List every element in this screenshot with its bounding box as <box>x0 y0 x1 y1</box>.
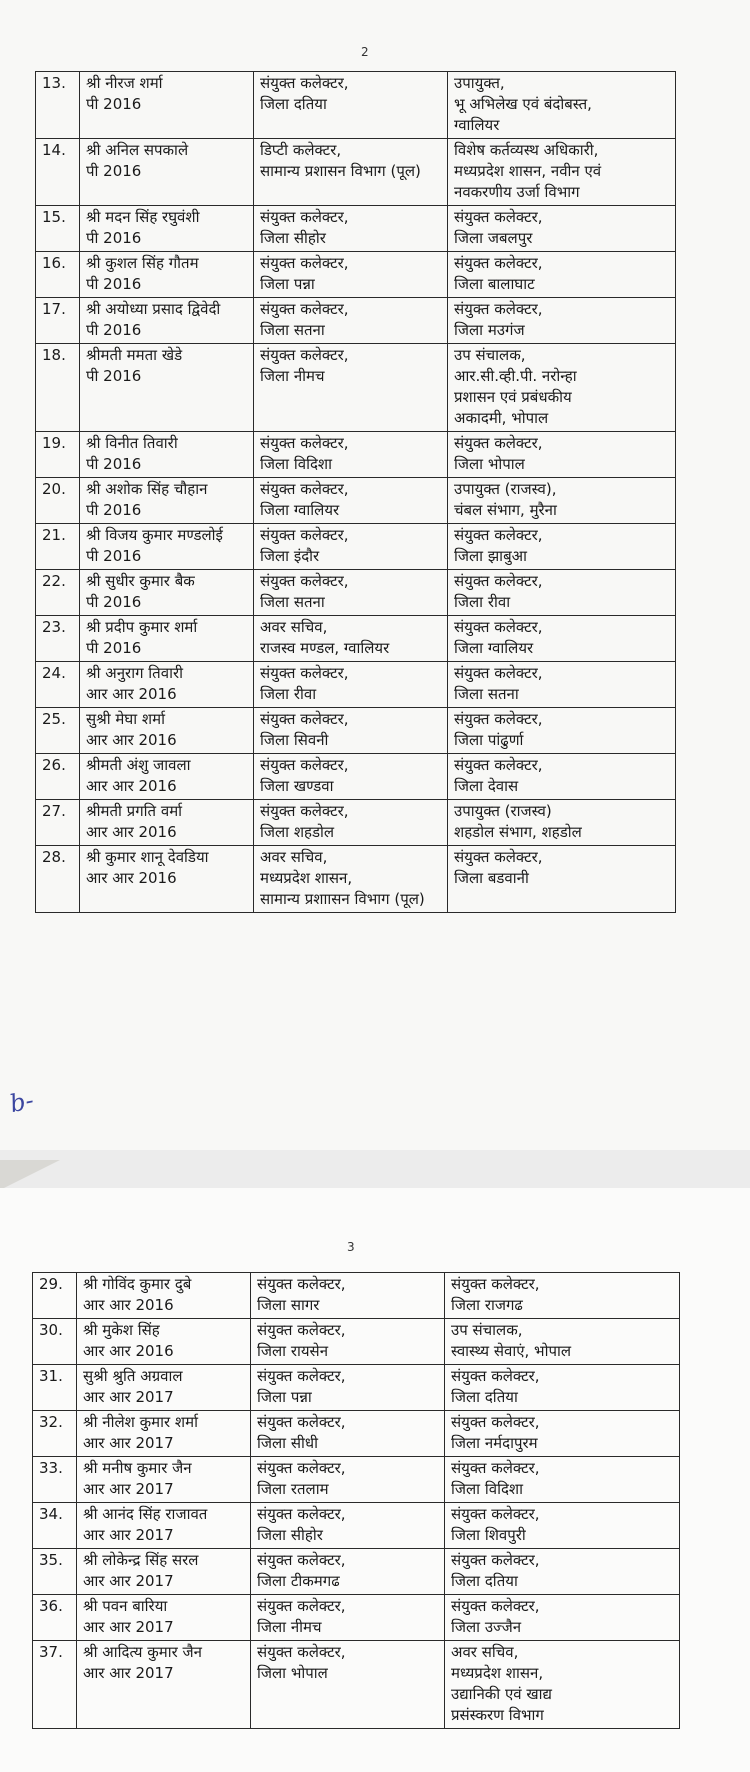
current-posting-cell <box>254 139 448 206</box>
new-posting-line: संयुक्त कलेक्टर, <box>454 300 543 318</box>
batch: आर आर 2016 <box>86 869 177 887</box>
current-posting-line: संयुक्त कलेक्टर, <box>260 434 349 452</box>
batch: पी 2016 <box>86 639 142 657</box>
serial-number: 25. <box>36 708 80 754</box>
current-posting-line: जिला शहडोल <box>260 823 335 841</box>
page-corner-fold <box>0 1160 60 1190</box>
new-posting-cell <box>445 1365 680 1411</box>
new-posting-line: संयुक्त कलेक्टर, <box>454 756 543 774</box>
table-body <box>36 72 676 913</box>
current-posting-line: डिप्टी कलेक्टर, <box>260 141 342 159</box>
table-row <box>36 139 676 206</box>
new-posting-line: संयुक्त कलेक्टर, <box>454 664 543 682</box>
current-posting-cell <box>251 1319 445 1365</box>
handwritten-mark: b- <box>7 1085 37 1119</box>
current-posting-line: जिला रीवा <box>260 685 317 703</box>
officer-name: श्री आदित्य कुमार जैन <box>83 1643 203 1661</box>
officer-cell <box>80 478 254 524</box>
new-posting-cell <box>445 1503 680 1549</box>
current-posting-line: संयुक्त कलेक्टर, <box>260 572 349 590</box>
new-posting-line: संयुक्त कलेक्टर, <box>454 848 543 866</box>
new-posting-line: जिला बालाघाट <box>454 275 535 293</box>
serial-number: 22. <box>36 570 80 616</box>
batch: आर आर 2016 <box>86 731 177 749</box>
new-posting-line: स्वास्थ्य सेवाएं, भोपाल <box>451 1342 572 1360</box>
new-posting-line: उद्यानिकी एवं खाद्य <box>451 1685 552 1703</box>
current-posting-cell <box>251 1641 445 1729</box>
new-posting-line: जिला दतिया <box>451 1388 518 1406</box>
officer-cell <box>80 800 254 846</box>
new-posting-line: संयुक्त कलेक्टर, <box>451 1275 540 1293</box>
new-posting-line: संयुक्त कलेक्टर, <box>451 1551 540 1569</box>
batch: आर आर 2016 <box>86 777 177 795</box>
current-posting-line: संयुक्त कलेक्टर, <box>257 1459 346 1477</box>
current-posting-line: राजस्व मण्डल, ग्वालियर <box>260 639 390 657</box>
table-row <box>33 1273 680 1319</box>
new-posting-line: जिला शिवपुरी <box>451 1526 526 1544</box>
new-posting-cell <box>448 662 676 708</box>
officer-name: श्री नीलेश कुमार शर्मा <box>83 1413 198 1431</box>
officer-name: श्री मुकेश सिंह <box>83 1321 160 1339</box>
serial-number: 29. <box>33 1273 77 1319</box>
new-posting-line: जिला झाबुआ <box>454 547 527 565</box>
table-row <box>36 570 676 616</box>
officer-name: सुश्री श्रुति अग्रवाल <box>83 1367 183 1385</box>
officer-cell <box>77 1457 251 1503</box>
new-posting-line: संयुक्त कलेक्टर, <box>454 618 543 636</box>
batch: आर आर 2016 <box>83 1342 174 1360</box>
table-row <box>36 800 676 846</box>
officer-cell <box>80 662 254 708</box>
new-posting-cell <box>448 846 676 913</box>
batch: आर आर 2017 <box>83 1434 174 1452</box>
new-posting-cell <box>448 206 676 252</box>
officer-cell <box>80 252 254 298</box>
officer-name: श्री विजय कुमार मण्डलोई <box>86 526 223 544</box>
current-posting-line: संयुक्त कलेक्टर, <box>260 74 349 92</box>
batch: पी 2016 <box>86 95 142 113</box>
officer-name: श्री गोविंद कुमार दुबे <box>83 1275 192 1293</box>
current-posting-cell <box>251 1411 445 1457</box>
new-posting-line: जिला देवास <box>454 777 519 795</box>
serial-number: 30. <box>33 1319 77 1365</box>
serial-number: 27. <box>36 800 80 846</box>
serial-number: 33. <box>33 1457 77 1503</box>
new-posting-cell <box>448 478 676 524</box>
serial-number: 31. <box>33 1365 77 1411</box>
document-page-3 <box>0 1188 750 1772</box>
batch: पी 2016 <box>86 229 142 247</box>
current-posting-line: संयुक्त कलेक्टर, <box>257 1275 346 1293</box>
current-posting-cell <box>254 524 448 570</box>
table-body <box>33 1273 680 1729</box>
current-posting-line: जिला भोपाल <box>257 1664 328 1682</box>
current-posting-line: जिला सीधी <box>257 1434 318 1452</box>
new-posting-line: अकादमी, भोपाल <box>454 409 549 427</box>
current-posting-line: संयुक्त कलेक्टर, <box>260 526 349 544</box>
officer-cell <box>77 1273 251 1319</box>
current-posting-cell <box>251 1273 445 1319</box>
new-posting-line: आर.सी.व्ही.पी. नरोन्हा <box>454 367 577 385</box>
new-posting-line: संयुक्त कलेक्टर, <box>454 710 543 728</box>
current-posting-line: जिला ग्वालियर <box>260 501 340 519</box>
current-posting-line: संयुक्त कलेक्टर, <box>260 756 349 774</box>
officer-cell <box>80 524 254 570</box>
officer-name: श्री प्रदीप कुमार शर्मा <box>86 618 198 636</box>
current-posting-cell <box>254 570 448 616</box>
current-posting-line: संयुक्त कलेक्टर, <box>260 254 349 272</box>
new-posting-cell <box>448 344 676 432</box>
new-posting-line: ग्वालियर <box>454 116 500 134</box>
new-posting-line: संयुक्त कलेक्टर, <box>451 1413 540 1431</box>
officer-cell <box>80 206 254 252</box>
batch: पी 2016 <box>86 593 142 611</box>
new-posting-line: प्रशासन एवं प्रबंधकीय <box>454 388 572 406</box>
serial-number: 35. <box>33 1549 77 1595</box>
new-posting-cell <box>448 524 676 570</box>
new-posting-cell <box>448 298 676 344</box>
current-posting-line: जिला सीहोर <box>260 229 326 247</box>
serial-number: 26. <box>36 754 80 800</box>
current-posting-cell <box>251 1595 445 1641</box>
current-posting-line: संयुक्त कलेक्टर, <box>260 300 349 318</box>
current-posting-cell <box>251 1549 445 1595</box>
serial-number: 20. <box>36 478 80 524</box>
current-posting-line: जिला सागर <box>257 1296 320 1314</box>
current-posting-cell <box>251 1457 445 1503</box>
current-posting-line: जिला रायसेन <box>257 1342 329 1360</box>
officer-cell <box>77 1319 251 1365</box>
new-posting-line: उपायुक्त (राजस्व) <box>454 802 552 820</box>
officer-name: श्री मनीष कुमार जैन <box>83 1459 192 1477</box>
current-posting-line: संयुक्त कलेक्टर, <box>257 1505 346 1523</box>
table-row <box>33 1641 680 1729</box>
table-row <box>36 432 676 478</box>
officer-name: श्रीमती प्रगति वर्मा <box>86 802 183 820</box>
new-posting-line: जिला मउगंज <box>454 321 525 339</box>
current-posting-cell <box>254 344 448 432</box>
new-posting-line: जिला दतिया <box>451 1572 518 1590</box>
new-posting-line: मध्यप्रदेश शासन, नवीन एवं <box>454 162 602 180</box>
current-posting-line: संयुक्त कलेक्टर, <box>257 1597 346 1615</box>
officer-cell <box>80 432 254 478</box>
new-posting-line: उप संचालक, <box>451 1321 523 1339</box>
new-posting-cell <box>448 139 676 206</box>
new-posting-cell <box>448 754 676 800</box>
serial-number: 16. <box>36 252 80 298</box>
current-posting-line: संयुक्त कलेक्टर, <box>257 1551 346 1569</box>
officer-cell <box>80 616 254 662</box>
new-posting-cell <box>445 1641 680 1729</box>
officer-cell <box>80 298 254 344</box>
new-posting-line: उपायुक्त (राजस्व), <box>454 480 557 498</box>
table-row <box>36 478 676 524</box>
batch: आर आर 2017 <box>83 1664 174 1682</box>
current-posting-line: जिला दतिया <box>260 95 327 113</box>
table-row <box>33 1503 680 1549</box>
current-posting-line: जिला सतना <box>260 593 325 611</box>
table-row <box>33 1595 680 1641</box>
new-posting-cell <box>448 72 676 139</box>
batch: आर आर 2016 <box>83 1296 174 1314</box>
new-posting-line: संयुक्त कलेक्टर, <box>451 1597 540 1615</box>
current-posting-line: जिला टीकमगढ <box>257 1572 340 1590</box>
serial-number: 21. <box>36 524 80 570</box>
officer-name: श्री अयोध्या प्रसाद द्विवेदी <box>86 300 221 318</box>
officer-name: श्रीमती अंशु जावला <box>86 756 191 774</box>
officer-cell <box>80 754 254 800</box>
serial-number: 32. <box>33 1411 77 1457</box>
table-row <box>36 616 676 662</box>
current-posting-line: संयुक्त कलेक्टर, <box>257 1321 346 1339</box>
new-posting-cell <box>448 432 676 478</box>
officer-cell <box>77 1503 251 1549</box>
current-posting-line: सामान्य प्रशासन विभाग (पूल) <box>260 162 421 180</box>
current-posting-line: संयुक्त कलेक्टर, <box>260 208 349 226</box>
officer-cell <box>80 570 254 616</box>
new-posting-line: नवकरणीय उर्जा विभाग <box>454 183 580 201</box>
current-posting-cell <box>254 206 448 252</box>
transfer-table-page-2 <box>35 71 676 913</box>
batch: पी 2016 <box>86 162 142 180</box>
new-posting-line: संयुक्त कलेक्टर, <box>451 1505 540 1523</box>
table-row <box>36 846 676 913</box>
officer-name: श्री आनंद सिंह राजावत <box>83 1505 208 1523</box>
batch: आर आर 2017 <box>83 1572 174 1590</box>
officer-name: श्री लोकेन्द्र सिंह सरल <box>83 1551 199 1569</box>
current-posting-cell <box>254 662 448 708</box>
current-posting-line: अवर सचिव, <box>260 618 328 636</box>
table-row <box>36 72 676 139</box>
current-posting-line: जिला पन्ना <box>260 275 315 293</box>
current-posting-cell <box>254 72 448 139</box>
current-posting-line: जिला नीमच <box>260 367 325 385</box>
officer-cell <box>80 139 254 206</box>
page-number: 2 <box>361 45 369 59</box>
batch: आर आर 2017 <box>83 1480 174 1498</box>
serial-number: 34. <box>33 1503 77 1549</box>
serial-number: 14. <box>36 139 80 206</box>
new-posting-cell <box>448 708 676 754</box>
new-posting-line: उप संचालक, <box>454 346 526 364</box>
new-posting-line: जिला जबलपुर <box>454 229 533 247</box>
serial-number: 37. <box>33 1641 77 1729</box>
table-row <box>33 1549 680 1595</box>
officer-cell <box>77 1549 251 1595</box>
serial-number: 24. <box>36 662 80 708</box>
new-posting-line: चंबल संभाग, मुरैना <box>454 501 557 519</box>
batch: आर आर 2016 <box>86 685 177 703</box>
table-row <box>36 662 676 708</box>
current-posting-line: संयुक्त कलेक्टर, <box>260 664 349 682</box>
current-posting-line: संयुक्त कलेक्टर, <box>260 346 349 364</box>
current-posting-cell <box>254 478 448 524</box>
current-posting-line: मध्यप्रदेश शासन, <box>260 869 353 887</box>
current-posting-line: जिला सिवनी <box>260 731 329 749</box>
batch: पी 2016 <box>86 275 142 293</box>
current-posting-line: संयुक्त कलेक्टर, <box>257 1643 346 1661</box>
serial-number: 18. <box>36 344 80 432</box>
officer-cell <box>80 72 254 139</box>
new-posting-cell <box>445 1411 680 1457</box>
new-posting-line: जिला नर्मदापुरम <box>451 1434 538 1452</box>
serial-number: 28. <box>36 846 80 913</box>
new-posting-line: संयुक्त कलेक्टर, <box>454 434 543 452</box>
batch: आर आर 2017 <box>83 1388 174 1406</box>
batch: आर आर 2017 <box>83 1526 174 1544</box>
new-posting-cell <box>448 252 676 298</box>
new-posting-line: जिला रीवा <box>454 593 511 611</box>
new-posting-cell <box>445 1549 680 1595</box>
officer-name: श्री अनिल सपकाले <box>86 141 189 159</box>
officer-cell <box>80 344 254 432</box>
batch: आर आर 2017 <box>83 1618 174 1636</box>
current-posting-line: संयुक्त कलेक्टर, <box>257 1367 346 1385</box>
new-posting-cell <box>445 1595 680 1641</box>
new-posting-line: संयुक्त कलेक्टर, <box>454 572 543 590</box>
current-posting-cell <box>254 846 448 913</box>
new-posting-line: मध्यप्रदेश शासन, <box>451 1664 544 1682</box>
current-posting-cell <box>254 432 448 478</box>
new-posting-line: संयुक्त कलेक्टर, <box>451 1367 540 1385</box>
new-posting-line: संयुक्त कलेक्टर, <box>454 526 543 544</box>
serial-number: 15. <box>36 206 80 252</box>
new-posting-cell <box>445 1319 680 1365</box>
serial-number: 36. <box>33 1595 77 1641</box>
officer-name: श्री कुमार शानू देवडिया <box>86 848 209 866</box>
officer-cell <box>77 1411 251 1457</box>
new-posting-cell <box>448 800 676 846</box>
officer-name: श्री सुधीर कुमार बैक <box>86 572 195 590</box>
current-posting-cell <box>254 708 448 754</box>
table-row <box>36 252 676 298</box>
officer-cell <box>77 1365 251 1411</box>
batch: पी 2016 <box>86 367 142 385</box>
current-posting-line: जिला सीहोर <box>257 1526 323 1544</box>
current-posting-cell <box>254 800 448 846</box>
new-posting-line: जिला उज्जैन <box>451 1618 522 1636</box>
batch: पी 2016 <box>86 547 142 565</box>
table-row <box>36 206 676 252</box>
new-posting-line: भू अभिलेख एवं बंदोबस्त, <box>454 95 592 113</box>
new-posting-line: जिला राजगढ <box>451 1296 523 1314</box>
new-posting-line: संयुक्त कलेक्टर, <box>454 208 543 226</box>
new-posting-line: जिला पांढुर्णा <box>454 731 524 749</box>
current-posting-line: संयुक्त कलेक्टर, <box>260 480 349 498</box>
officer-cell <box>80 846 254 913</box>
batch: पी 2016 <box>86 321 142 339</box>
new-posting-cell <box>448 570 676 616</box>
new-posting-line: विशेष कर्तव्यस्थ अधिकारी, <box>454 141 599 159</box>
serial-number: 19. <box>36 432 80 478</box>
officer-cell <box>77 1595 251 1641</box>
officer-name: श्री अशोक सिंह चौहान <box>86 480 208 498</box>
officer-name: श्रीमती ममता खेडे <box>86 346 183 364</box>
new-posting-line: अवर सचिव, <box>451 1643 519 1661</box>
current-posting-line: जिला पन्ना <box>257 1388 312 1406</box>
new-posting-cell <box>445 1273 680 1319</box>
new-posting-line: जिला विदिशा <box>451 1480 523 1498</box>
current-posting-line: संयुक्त कलेक्टर, <box>260 710 349 728</box>
serial-number: 13. <box>36 72 80 139</box>
serial-number: 17. <box>36 298 80 344</box>
new-posting-line: संयुक्त कलेक्टर, <box>451 1459 540 1477</box>
new-posting-line: जिला भोपाल <box>454 455 525 473</box>
table-row <box>36 298 676 344</box>
current-posting-line: संयुक्त कलेक्टर, <box>260 802 349 820</box>
current-posting-cell <box>254 298 448 344</box>
table-row <box>36 754 676 800</box>
new-posting-line: शहडोल संभाग, शहडोल <box>454 823 582 841</box>
batch: आर आर 2016 <box>86 823 177 841</box>
current-posting-line: जिला विदिशा <box>260 455 332 473</box>
current-posting-cell <box>251 1365 445 1411</box>
serial-number: 23. <box>36 616 80 662</box>
batch: पी 2016 <box>86 455 142 473</box>
officer-name: श्री नीरज शर्मा <box>86 74 163 92</box>
new-posting-line: प्रसंस्करण विभाग <box>451 1706 544 1724</box>
table-row <box>33 1411 680 1457</box>
current-posting-cell <box>254 252 448 298</box>
new-posting-cell <box>445 1457 680 1503</box>
officer-name: श्री विनीत तिवारी <box>86 434 178 452</box>
table-row <box>33 1365 680 1411</box>
current-posting-line: संयुक्त कलेक्टर, <box>257 1413 346 1431</box>
current-posting-line: जिला खण्डवा <box>260 777 334 795</box>
current-posting-line: सामान्य प्रशाासन विभाग (पूल) <box>260 890 425 908</box>
new-posting-line: संयुक्त कलेक्टर, <box>454 254 543 272</box>
new-posting-cell <box>448 616 676 662</box>
current-posting-cell <box>254 754 448 800</box>
current-posting-line: जिला रतलाम <box>257 1480 329 1498</box>
new-posting-line: जिला ग्वालियर <box>454 639 534 657</box>
current-posting-cell <box>254 616 448 662</box>
batch: पी 2016 <box>86 501 142 519</box>
current-posting-cell <box>251 1503 445 1549</box>
officer-name: श्री पवन बारिया <box>83 1597 168 1615</box>
current-posting-line: जिला सतना <box>260 321 325 339</box>
officer-name: सुश्री मेघा शर्मा <box>86 710 165 728</box>
table-row <box>36 524 676 570</box>
transfer-table-page-3 <box>32 1272 680 1729</box>
officer-cell <box>80 708 254 754</box>
table-row <box>36 708 676 754</box>
new-posting-line: जिला बडवानी <box>454 869 529 887</box>
officer-cell <box>77 1641 251 1729</box>
officer-name: श्री मदन सिंह रघुवंशी <box>86 208 200 226</box>
new-posting-line: उपायुक्त, <box>454 74 505 92</box>
table-row <box>33 1457 680 1503</box>
officer-name: श्री अनुराग तिवारी <box>86 664 183 682</box>
current-posting-line: जिला नीमच <box>257 1618 322 1636</box>
new-posting-line: जिला सतना <box>454 685 519 703</box>
page-number: 3 <box>347 1240 355 1254</box>
officer-name: श्री कुशल सिंह गौतम <box>86 254 199 272</box>
table-row <box>33 1319 680 1365</box>
current-posting-line: अवर सचिव, <box>260 848 328 866</box>
table-row <box>36 344 676 432</box>
current-posting-line: जिला इंदौर <box>260 547 320 565</box>
